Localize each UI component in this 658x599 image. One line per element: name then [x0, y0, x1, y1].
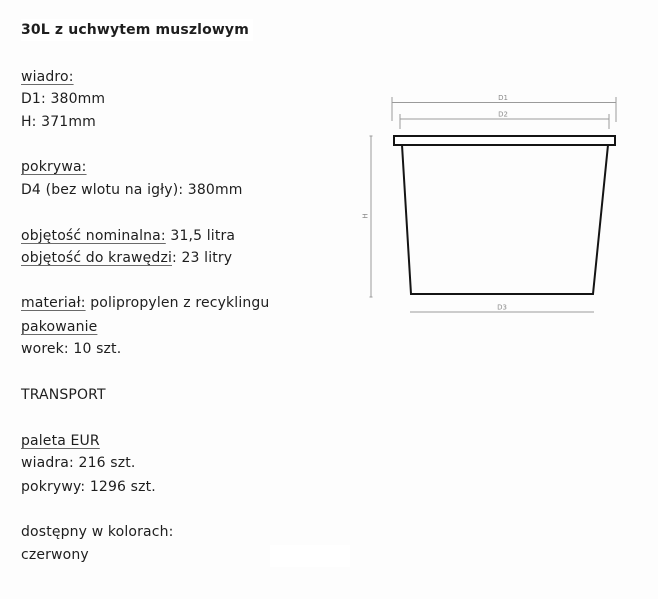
bucket-body-outline: [402, 145, 608, 294]
pallet-heading-label: paleta EUR: [21, 433, 100, 449]
d2-label: D2: [498, 110, 508, 119]
pallet-lids: pokrywy: 1296 szt.: [21, 479, 156, 495]
pallet-buckets: wiadra: 216 szt.: [21, 455, 136, 471]
d1-label: D1: [498, 94, 508, 102]
material-value: polipropylen z recyklingu: [85, 295, 270, 311]
product-title: 30L z uchwytem muszlowym: [21, 19, 253, 41]
transport-heading: TRANSPORT: [21, 387, 106, 403]
material: [21, 292, 269, 314]
bucket-heading: [21, 66, 74, 88]
packaging-heading-label: pakowanie: [21, 319, 98, 335]
nominal-volume-label: objętość nominalna:: [21, 228, 166, 244]
d2-dimension: [400, 111, 609, 130]
lid-heading-label: pokrywa:: [21, 159, 87, 175]
brim-volume-label: objętość do krawędzi: [21, 250, 172, 266]
colors-heading: dostępny w kolorach:: [21, 524, 174, 540]
bucket-height: H: 371mm: [21, 114, 96, 130]
nominal-volume: [21, 225, 235, 247]
bucket-diameter: D1: 380mm: [21, 91, 106, 107]
brim-volume-value: : 23 litry: [171, 250, 233, 266]
pallet-heading: [21, 430, 100, 452]
material-label: materiał:: [21, 295, 86, 311]
h-label: H: [361, 213, 370, 219]
h-dimension: [362, 136, 373, 297]
lid-diameter: D4 (bez wlotu na igły): 380mm: [21, 182, 243, 198]
d3-label: D3: [497, 303, 507, 312]
nominal-volume-value: 31,5 litra: [165, 228, 236, 244]
packaging-bag: worek: 10 szt.: [21, 341, 122, 357]
brim-volume: [21, 247, 232, 269]
bucket-heading-label: wiadro:: [21, 69, 74, 85]
background-patch: [270, 545, 350, 567]
packaging-heading: [21, 316, 97, 338]
d3-dimension: [410, 304, 594, 313]
colors-value: czerwony: [21, 547, 89, 563]
lid-heading: [21, 156, 87, 178]
bucket-dimension-diagram: [360, 85, 630, 320]
lid-outline: [394, 136, 615, 145]
